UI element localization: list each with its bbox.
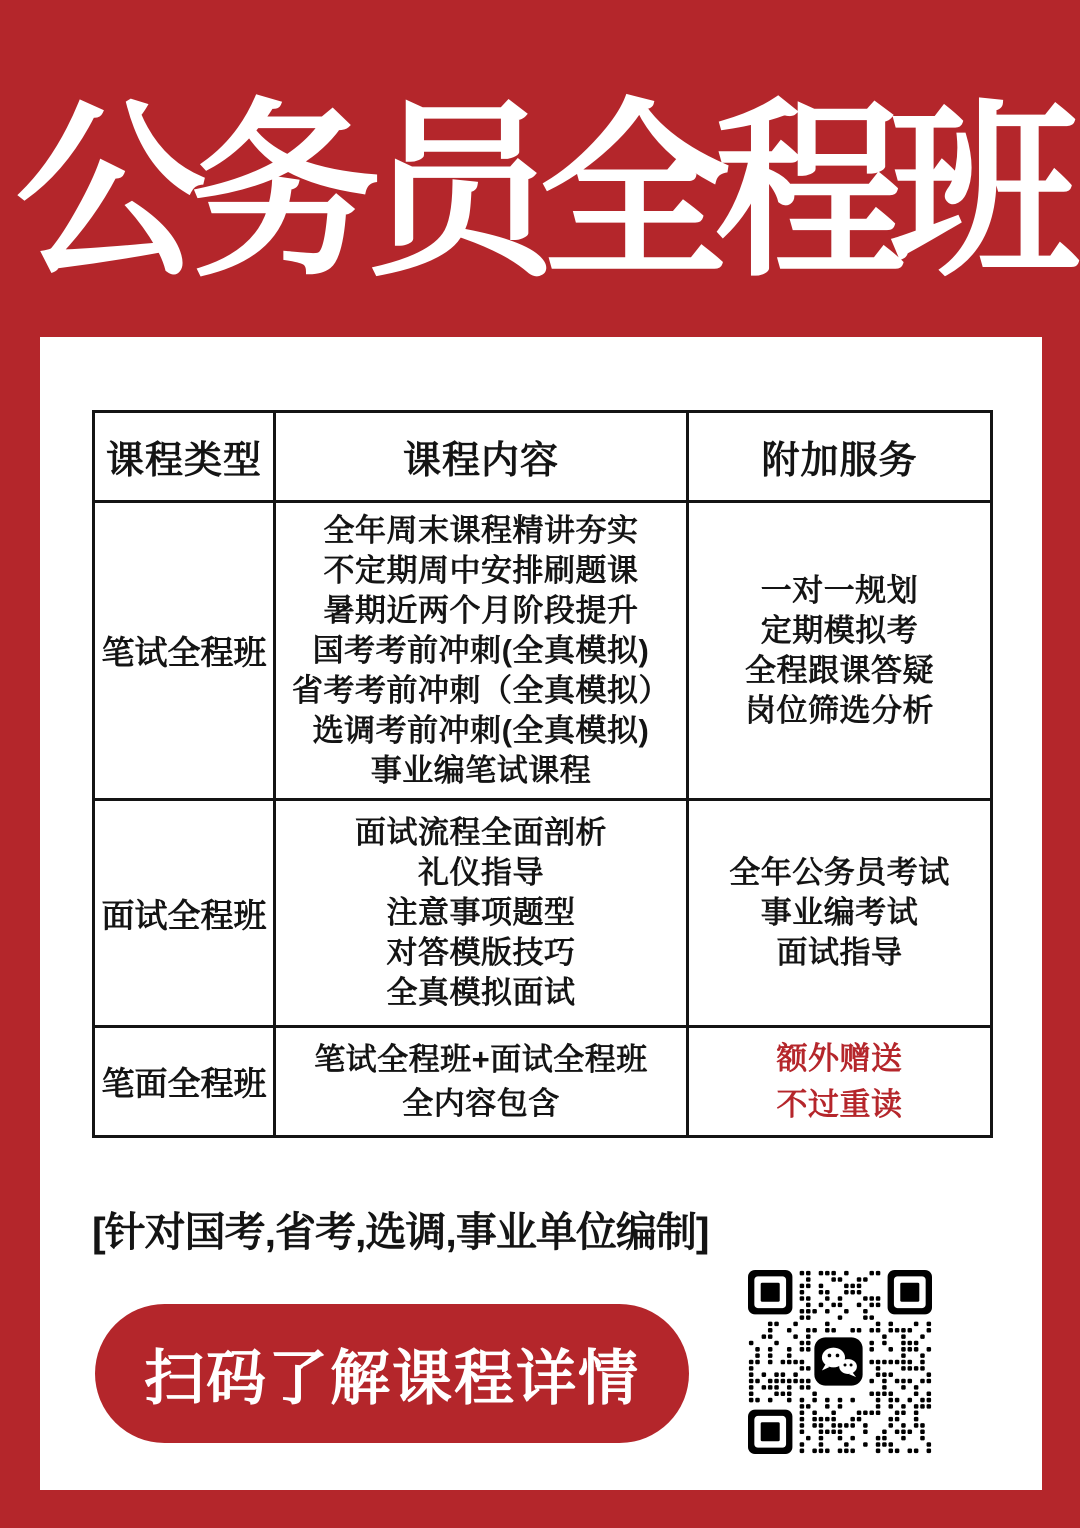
table-row [94, 1027, 992, 1137]
course-content-line: 全真模拟面试 [386, 975, 576, 1010]
table-header-cell: 课程内容 [275, 412, 688, 502]
service-line: 全年公务员考试 [729, 855, 950, 890]
service-line: 不过重读 [776, 1086, 903, 1122]
service-line: 定期模拟考 [760, 612, 919, 648]
page-title: 公务员全程班 [15, 87, 1065, 299]
cta-button[interactable] [95, 1304, 689, 1443]
course-content-line: 对答模版技巧 [386, 935, 576, 970]
course-content-line: 全内容包含 [402, 1085, 560, 1121]
course-content-line: 不定期周中安排刷题课 [323, 552, 639, 588]
course-content-line: 国考考前冲刺(全真模拟) [312, 632, 650, 668]
cta-button-label: 扫码了解课程详情 [144, 1344, 640, 1412]
course-content-cell [275, 1027, 688, 1137]
course-content-line: 面试流程全面剖析 [355, 815, 607, 850]
course-type-cell: 面试全程班 [94, 800, 275, 1027]
target-note: [针对国考,省考,选调,事业单位编制] [92, 1209, 709, 1255]
course-content-line: 暑期近两个月阶段提升 [323, 592, 639, 628]
course-content-line: 礼仪指导 [418, 855, 544, 890]
service-line: 额外赠送 [776, 1040, 903, 1076]
service-line: 全程跟课答疑 [745, 652, 934, 688]
service-line: 岗位筛选分析 [745, 692, 934, 728]
table-header-row [94, 412, 992, 502]
course-type-cell: 笔面全程班 [94, 1027, 275, 1137]
table-header-cell: 课程类型 [94, 412, 275, 502]
course-content-line: 全年周末课程精讲夯实 [323, 512, 639, 548]
course-content-line: 省考考前冲刺（全真模拟） [292, 672, 670, 708]
table-row [94, 502, 992, 800]
service-line: 面试指导 [776, 935, 903, 970]
service-line: 事业编考试 [760, 895, 919, 930]
service-cell [688, 1027, 992, 1137]
table-header-cell: 附加服务 [688, 412, 992, 502]
table-row [94, 800, 992, 1027]
course-content-cell [275, 800, 688, 1027]
course-content-cell [275, 502, 688, 800]
table-body [94, 502, 992, 1137]
wechat-icon [814, 1337, 862, 1385]
content-card [40, 337, 1042, 1490]
course-content-line: 事业编笔试课程 [370, 752, 592, 788]
course-table [92, 410, 993, 1138]
wechat-qr-code [748, 1270, 932, 1454]
course-content-line: 选调考前冲刺(全真模拟) [312, 712, 650, 748]
course-content-line: 注意事项题型 [386, 895, 576, 930]
service-line: 一对一规划 [760, 572, 919, 608]
service-cell [688, 800, 992, 1027]
service-cell [688, 502, 992, 800]
course-content-line: 笔试全程班+面试全程班 [314, 1041, 648, 1077]
course-type-cell: 笔试全程班 [94, 502, 275, 800]
